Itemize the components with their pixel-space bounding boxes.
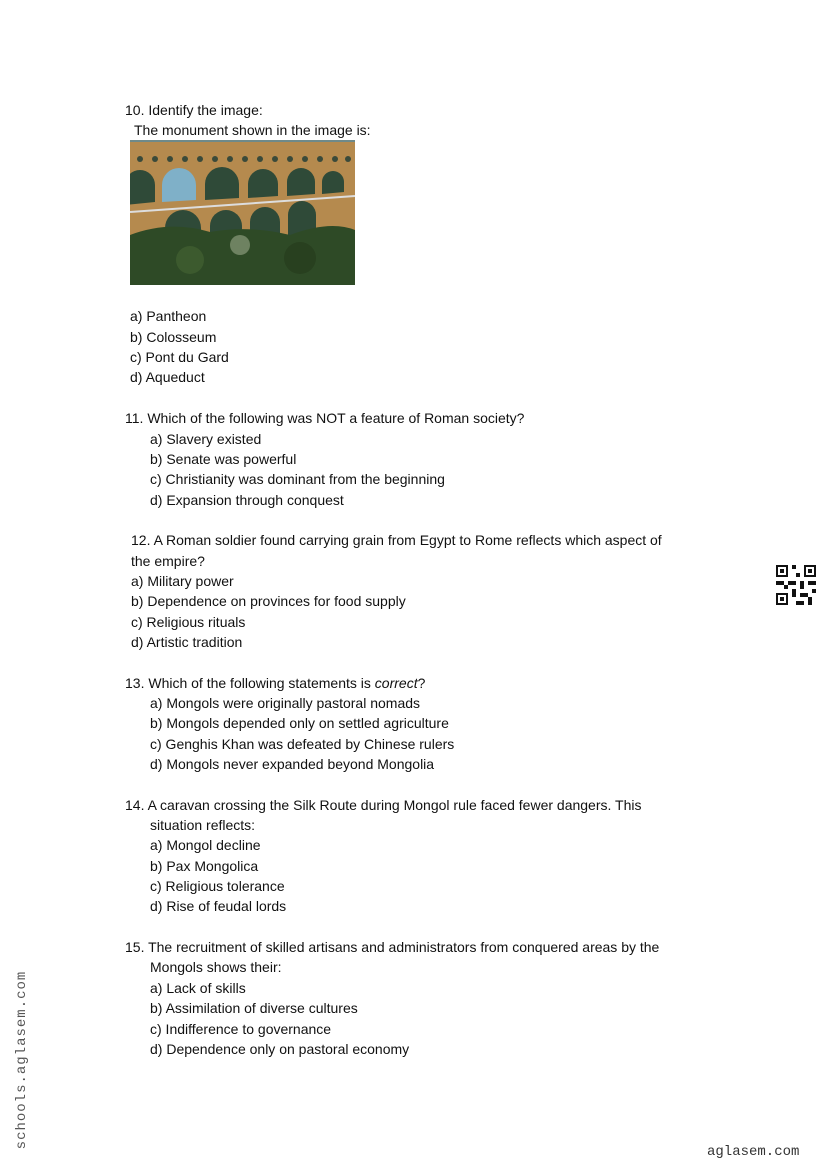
q15-option-c: c) Indifference to governance bbox=[150, 1021, 332, 1037]
pont-du-gard-image bbox=[130, 140, 355, 285]
q15-option-b: b) Assimilation of diverse cultures bbox=[150, 1000, 358, 1016]
question-12-text: 12. A Roman soldier found carrying grain from Egypt to Rome reflects which aspect of bbox=[131, 532, 662, 548]
question-10-prompt: The monument shown in the image is: bbox=[134, 122, 371, 138]
q11-option-b: b) Senate was powerful bbox=[150, 451, 297, 467]
qr-code[interactable] bbox=[776, 565, 816, 605]
question-14-text-cont: situation reflects: bbox=[150, 817, 256, 833]
q13-option-a: a) Mongols were originally pastoral nomads bbox=[150, 695, 421, 711]
question-13-post: ? bbox=[417, 675, 426, 691]
q13-option-d: d) Mongols never expanded beyond Mongolia bbox=[150, 756, 435, 772]
q14-option-b: b) Pax Mongolica bbox=[150, 858, 259, 874]
q15-option-d: d) Dependence only on pastoral economy bbox=[150, 1041, 410, 1057]
q10-option-c: c) Pont du Gard bbox=[130, 349, 229, 365]
q15-option-a: a) Lack of skills bbox=[150, 980, 246, 996]
q12-option-c: c) Religious rituals bbox=[131, 614, 246, 630]
q11-option-c: c) Christianity was dominant from the beginning bbox=[150, 471, 445, 487]
q10-option-a: a) Pantheon bbox=[130, 308, 207, 324]
q12-option-d: d) Artistic tradition bbox=[131, 634, 243, 650]
q12-option-a: a) Military power bbox=[131, 573, 234, 589]
q10-option-b: b) Colosseum bbox=[130, 329, 217, 345]
question-10-text: 10. Identify the image: bbox=[125, 102, 263, 118]
q14-option-d: d) Rise of feudal lords bbox=[150, 898, 287, 914]
q13-option-c: c) Genghis Khan was defeated by Chinese rulers bbox=[150, 736, 455, 752]
question-13-text bbox=[125, 674, 425, 692]
question-12-text-cont: the empire? bbox=[131, 553, 205, 569]
question-15-text: 15. The recruitment of skilled artisans and administrators from conquered areas by the bbox=[125, 939, 660, 955]
question-14-text: 14. A caravan crossing the Silk Route during Mongol rule faced fewer dangers. This bbox=[125, 797, 642, 813]
q10-option-d: d) Aqueduct bbox=[130, 369, 205, 385]
question-11-text: 11. Which of the following was NOT a feature of Roman society? bbox=[125, 410, 525, 426]
q12-option-b: b) Dependence on provinces for food supply bbox=[131, 593, 406, 609]
footer-watermark: aglasem.com bbox=[707, 1144, 800, 1160]
side-watermark: schools.aglasem.com bbox=[14, 970, 30, 1150]
q14-option-a: a) Mongol decline bbox=[150, 837, 261, 853]
q14-option-c: c) Religious tolerance bbox=[150, 878, 285, 894]
q11-option-d: d) Expansion through conquest bbox=[150, 492, 344, 508]
q11-option-a: a) Slavery existed bbox=[150, 431, 262, 447]
question-13-pre: 13. Which of the following statements is bbox=[125, 675, 375, 691]
q13-option-b: b) Mongols depended only on settled agriculture bbox=[150, 715, 449, 731]
question-13-emphasis: correct bbox=[374, 675, 418, 691]
question-15-text-cont: Mongols shows their: bbox=[150, 959, 282, 975]
